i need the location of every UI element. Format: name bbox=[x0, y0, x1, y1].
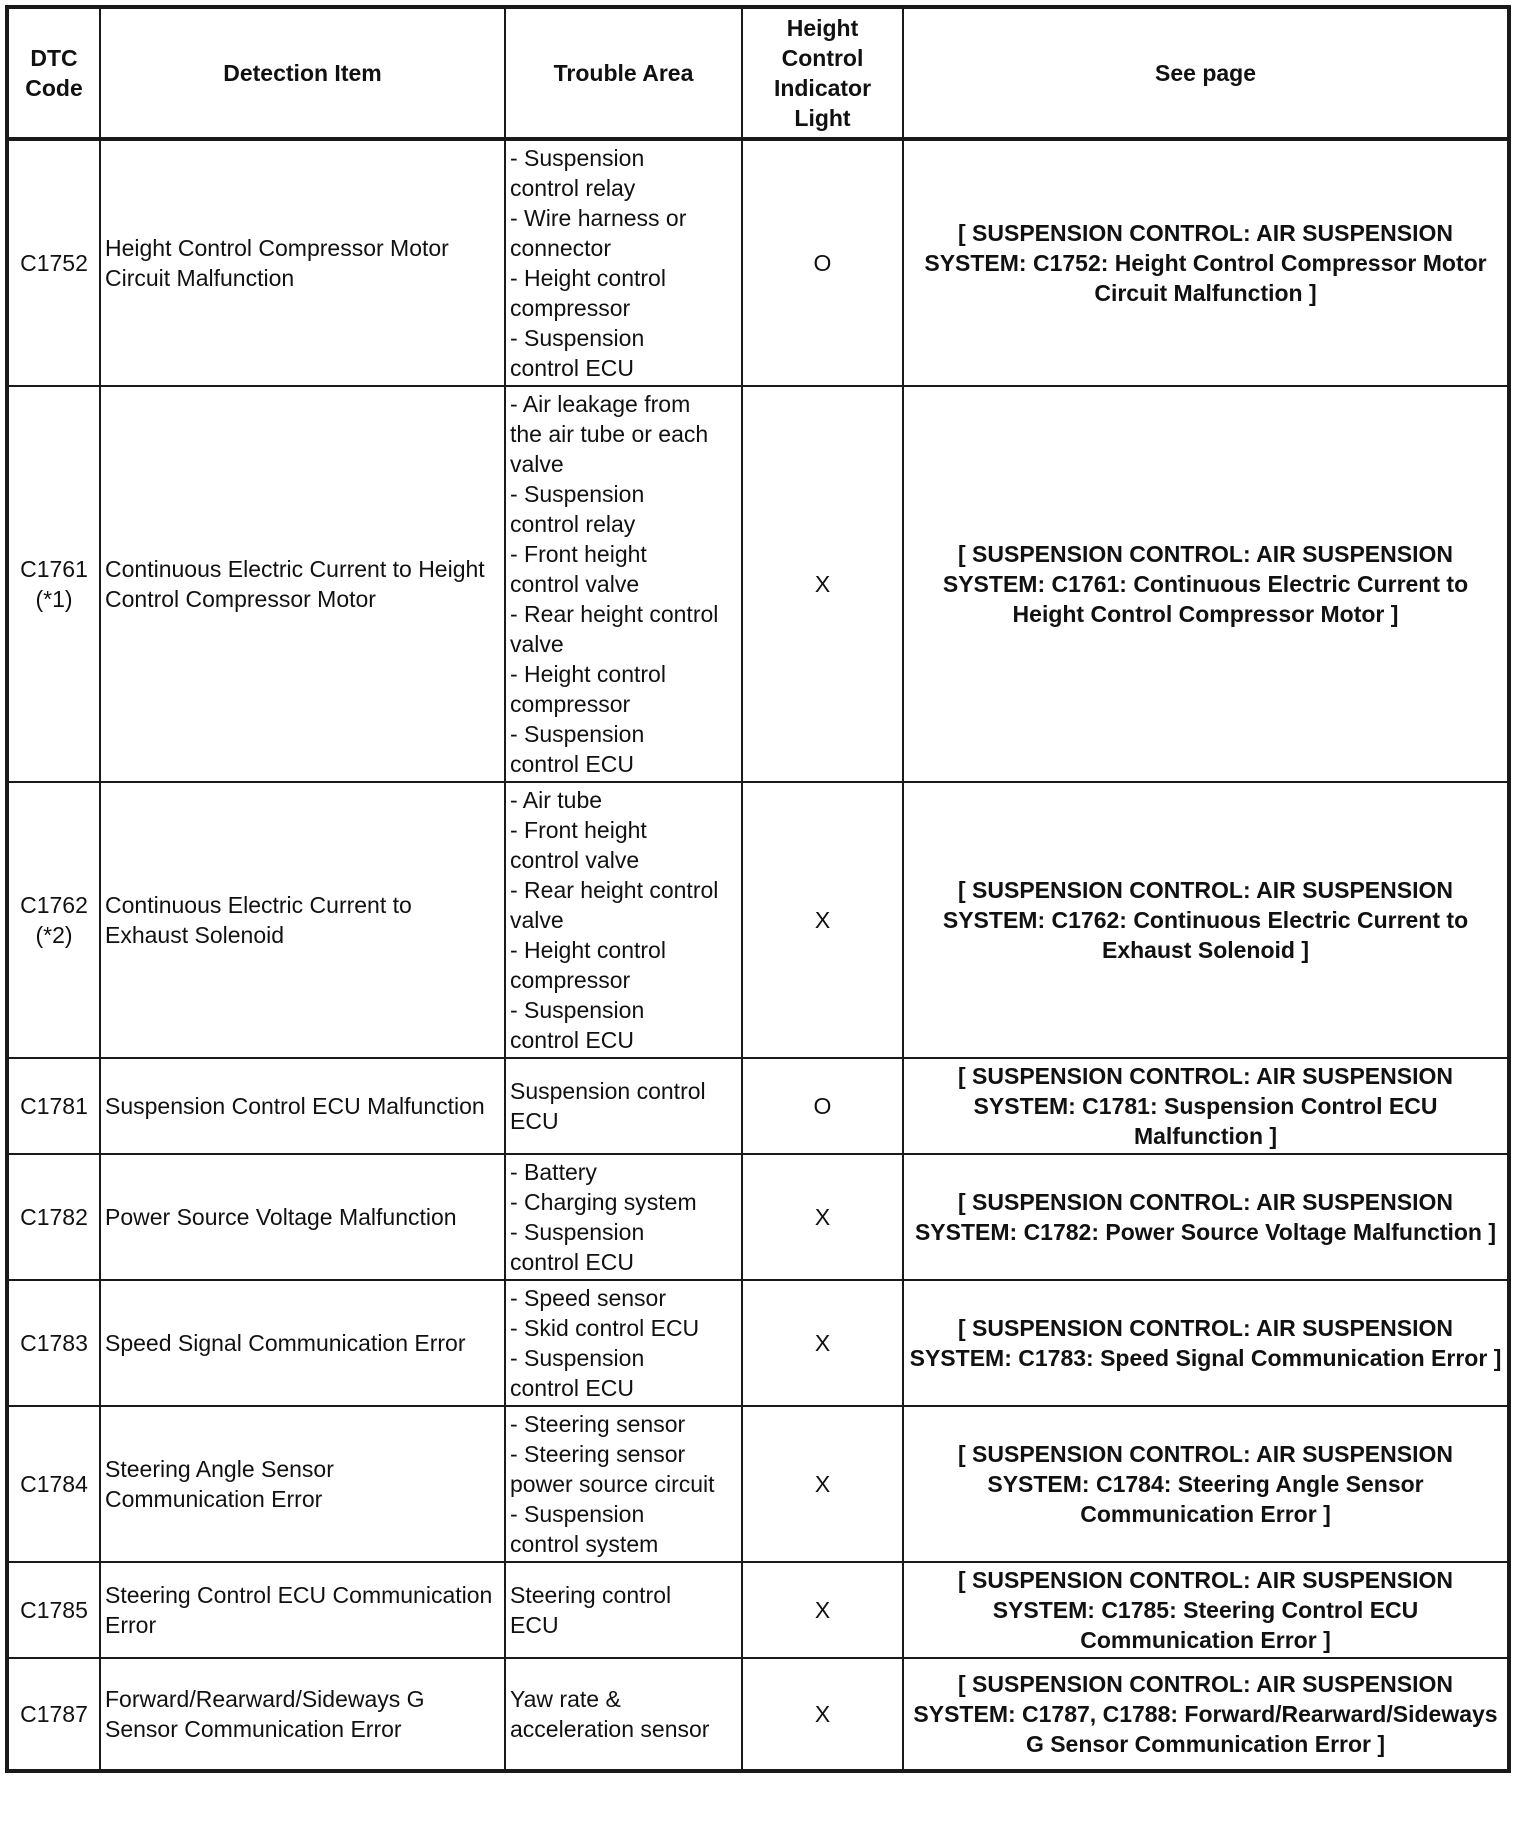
table-row bbox=[7, 1406, 1509, 1562]
trouble-area-cell: - Suspension control relay - Wire harness or connector - Height control compressor - Suspension control ECU bbox=[505, 139, 742, 386]
indicator-light-cell: X bbox=[742, 1562, 903, 1658]
trouble-area-cell: - Speed sensor - Skid control ECU - Suspension control ECU bbox=[505, 1280, 742, 1406]
trouble-area-cell: Steering control ECU bbox=[505, 1562, 742, 1658]
detection-item-cell: Height Control Compressor Motor Circuit Malfunction bbox=[100, 139, 505, 386]
detection-item-cell: Suspension Control ECU Malfunction bbox=[100, 1058, 505, 1154]
table-row bbox=[7, 1280, 1509, 1406]
indicator-light-cell: O bbox=[742, 139, 903, 386]
trouble-area-cell: - Steering sensor - Steering sensor power source circuit - Suspension control system bbox=[505, 1406, 742, 1562]
dtc-code-cell: C1784 bbox=[7, 1406, 100, 1562]
indicator-light-cell: X bbox=[742, 1280, 903, 1406]
detection-item-cell: Continuous Electric Current to Exhaust Solenoid bbox=[100, 782, 505, 1058]
header-indicator-light: Height Control Indicator Light bbox=[742, 7, 903, 139]
see-page-link[interactable]: [ SUSPENSION CONTROL: AIR SUSPENSION SYSTEM: C1784: Steering Angle Sensor Communication Error ] bbox=[903, 1406, 1509, 1562]
indicator-light-cell: X bbox=[742, 782, 903, 1058]
table-row bbox=[7, 1154, 1509, 1280]
indicator-light-cell: X bbox=[742, 1406, 903, 1562]
header-detection-item: Detection Item bbox=[100, 7, 505, 139]
dtc-table bbox=[5, 5, 1511, 1773]
trouble-area-cell: Yaw rate & acceleration sensor bbox=[505, 1658, 742, 1771]
dtc-code-cell: C1762 (*2) bbox=[7, 782, 100, 1058]
see-page-link[interactable]: [ SUSPENSION CONTROL: AIR SUSPENSION SYSTEM: C1762: Continuous Electric Current to Exhaust Solenoid ] bbox=[903, 782, 1509, 1058]
see-page-link[interactable]: [ SUSPENSION CONTROL: AIR SUSPENSION SYSTEM: C1787, C1788: Forward/Rearward/Sideways G Sensor Communication Error ] bbox=[903, 1658, 1509, 1771]
see-page-link[interactable]: [ SUSPENSION CONTROL: AIR SUSPENSION SYSTEM: C1785: Steering Control ECU Communication Error ] bbox=[903, 1562, 1509, 1658]
table-row bbox=[7, 782, 1509, 1058]
see-page-link[interactable]: [ SUSPENSION CONTROL: AIR SUSPENSION SYSTEM: C1781: Suspension Control ECU Malfunction ] bbox=[903, 1058, 1509, 1154]
detection-item-cell: Power Source Voltage Malfunction bbox=[100, 1154, 505, 1280]
dtc-code-cell: C1783 bbox=[7, 1280, 100, 1406]
detection-item-cell: Steering Control ECU Communication Error bbox=[100, 1562, 505, 1658]
trouble-area-cell: - Air tube - Front height control valve - Rear height control valve - Height control compressor - Suspension control ECU bbox=[505, 782, 742, 1058]
table-row bbox=[7, 1658, 1509, 1771]
detection-item-cell: Forward/Rearward/Sideways G Sensor Communication Error bbox=[100, 1658, 505, 1771]
trouble-area-cell: - Air leakage from the air tube or each valve - Suspension control relay - Front height control valve - Rear height control valve - Height control compressor - Suspension control ECU bbox=[505, 386, 742, 782]
table-row bbox=[7, 386, 1509, 782]
dtc-code-cell: C1761 (*1) bbox=[7, 386, 100, 782]
indicator-light-cell: X bbox=[742, 1154, 903, 1280]
trouble-area-cell: - Battery - Charging system - Suspension control ECU bbox=[505, 1154, 742, 1280]
dtc-code-cell: C1785 bbox=[7, 1562, 100, 1658]
dtc-table-sheet bbox=[5, 5, 1511, 1773]
detection-item-cell: Speed Signal Communication Error bbox=[100, 1280, 505, 1406]
table-body bbox=[7, 139, 1509, 1771]
indicator-light-cell: O bbox=[742, 1058, 903, 1154]
dtc-code-cell: C1782 bbox=[7, 1154, 100, 1280]
header-see-page: See page bbox=[903, 7, 1509, 139]
see-page-link[interactable]: [ SUSPENSION CONTROL: AIR SUSPENSION SYSTEM: C1782: Power Source Voltage Malfunction ] bbox=[903, 1154, 1509, 1280]
see-page-link[interactable]: [ SUSPENSION CONTROL: AIR SUSPENSION SYSTEM: C1761: Continuous Electric Current to Height Control Compressor Motor ] bbox=[903, 386, 1509, 782]
indicator-light-cell: X bbox=[742, 386, 903, 782]
see-page-link[interactable]: [ SUSPENSION CONTROL: AIR SUSPENSION SYSTEM: C1783: Speed Signal Communication Error ] bbox=[903, 1280, 1509, 1406]
trouble-area-cell: Suspension control ECU bbox=[505, 1058, 742, 1154]
table-header-row bbox=[7, 7, 1509, 139]
dtc-code-cell: C1787 bbox=[7, 1658, 100, 1771]
indicator-light-cell: X bbox=[742, 1658, 903, 1771]
table-row bbox=[7, 139, 1509, 386]
table-row bbox=[7, 1562, 1509, 1658]
table-row bbox=[7, 1058, 1509, 1154]
detection-item-cell: Continuous Electric Current to Height Control Compressor Motor bbox=[100, 386, 505, 782]
dtc-code-cell: C1752 bbox=[7, 139, 100, 386]
header-trouble-area: Trouble Area bbox=[505, 7, 742, 139]
see-page-link[interactable]: [ SUSPENSION CONTROL: AIR SUSPENSION SYSTEM: C1752: Height Control Compressor Motor Circuit Malfunction ] bbox=[903, 139, 1509, 386]
detection-item-cell: Steering Angle Sensor Communication Error bbox=[100, 1406, 505, 1562]
dtc-code-cell: C1781 bbox=[7, 1058, 100, 1154]
header-dtc-code: DTC Code bbox=[7, 7, 100, 139]
